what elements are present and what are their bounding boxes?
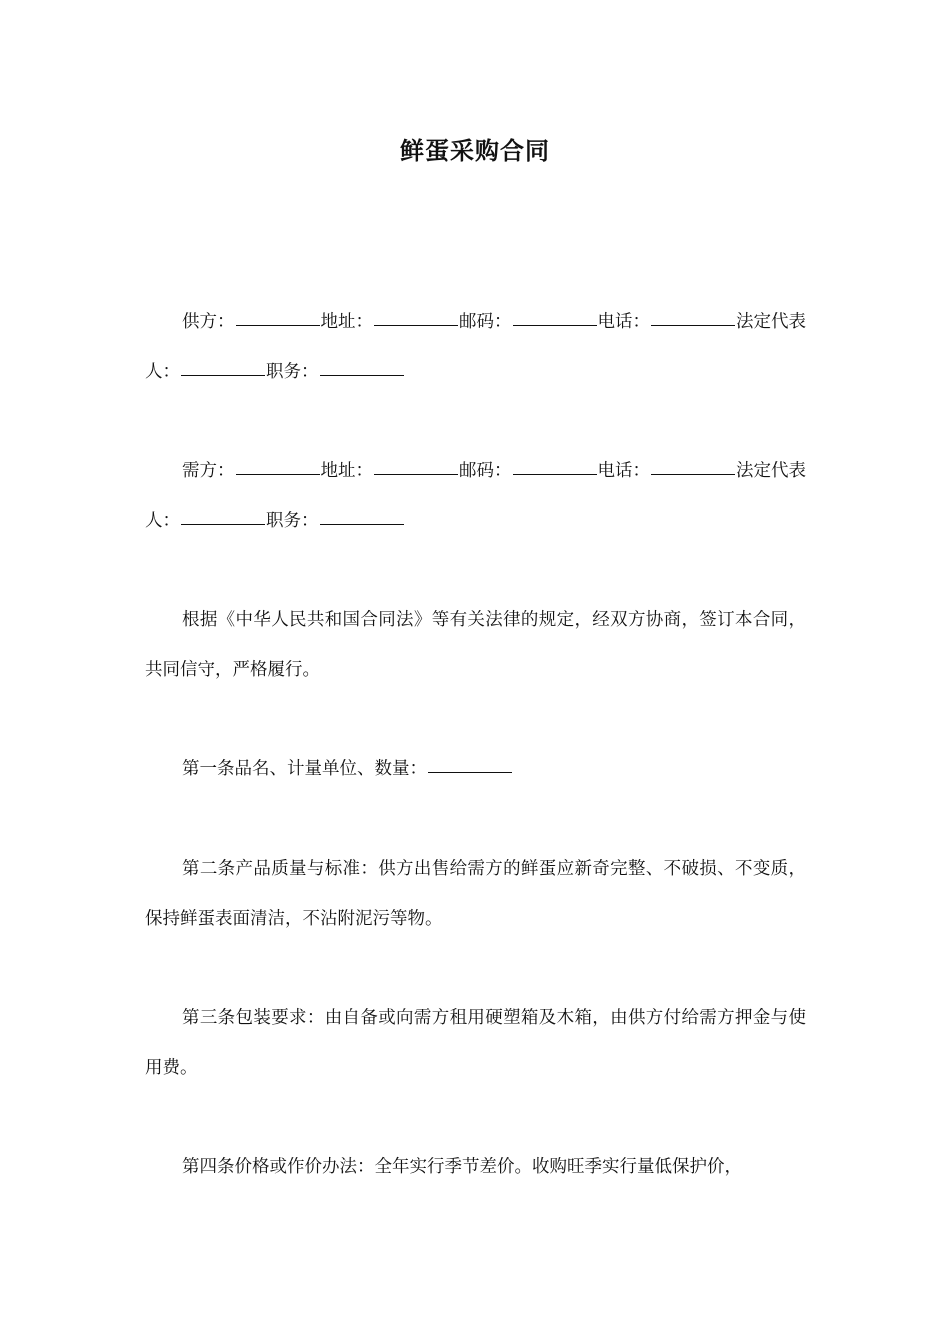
clause-4: 第四条价格或作价办法：全年实行季节差价。收购旺季实行量低保护价， (182, 1157, 742, 1177)
clause-1-blank (428, 771, 512, 773)
buyer-address-blank (374, 473, 458, 475)
supplier-legal-rep-label-2: 代表人： (145, 312, 806, 382)
buyer-phone-label: 电话： (597, 461, 650, 481)
supplier-name-blank (236, 324, 320, 326)
supplier-party-label: 供方： (182, 312, 235, 332)
buyer-phone-blank (651, 473, 735, 475)
buyer-postcode-blank (513, 473, 597, 475)
supplier-phone-label: 电话： (597, 312, 650, 332)
clause-3: 第三条包装要求：由自备或向需方租用硬塑箱及木箱，由供方付给需方押金与使用费。 (145, 1008, 806, 1078)
buyer-position-blank (320, 523, 404, 525)
supplier-info (145, 297, 806, 397)
clause-1-label: 第一条品名、计量单位、数量： (182, 759, 427, 779)
supplier-postcode-blank (513, 324, 597, 326)
buyer-party-label: 需方： (182, 461, 235, 481)
buyer-postcode-label: 邮码： (459, 461, 512, 481)
supplier-phone-blank (651, 324, 735, 326)
buyer-legal-rep-label-2: 代表人： (145, 461, 806, 531)
buyer-info (145, 446, 806, 546)
supplier-address-blank (374, 324, 458, 326)
preamble-paragraph: 根据《中华人民共和国合同法》等有关法律的规定，经双方协商，签订本合同，共同信守，严格履行。 (145, 610, 806, 680)
document-title: 鲜蛋采购合同 (400, 137, 550, 165)
supplier-position-label: 职务： (266, 362, 319, 382)
buyer-address-label: 地址： (320, 461, 373, 481)
clause-1 (145, 744, 806, 794)
supplier-postcode-label: 邮码： (459, 312, 512, 332)
supplier-address-label: 地址： (320, 312, 373, 332)
buyer-legal-rep-label-1: 法定 (736, 461, 771, 481)
supplier-position-blank (320, 374, 404, 376)
buyer-legal-rep-blank (181, 523, 265, 525)
supplier-legal-rep-blank (181, 374, 265, 376)
buyer-position-label: 职务： (266, 511, 319, 531)
buyer-name-blank (236, 473, 320, 475)
clause-2: 第二条产品质量与标准：供方出售给需方的鲜蛋应新奇完整、不破损、不变质，保持鲜蛋表面清洁，不沾附泥污等物。 (145, 859, 806, 929)
supplier-legal-rep-label-1: 法定 (736, 312, 771, 332)
